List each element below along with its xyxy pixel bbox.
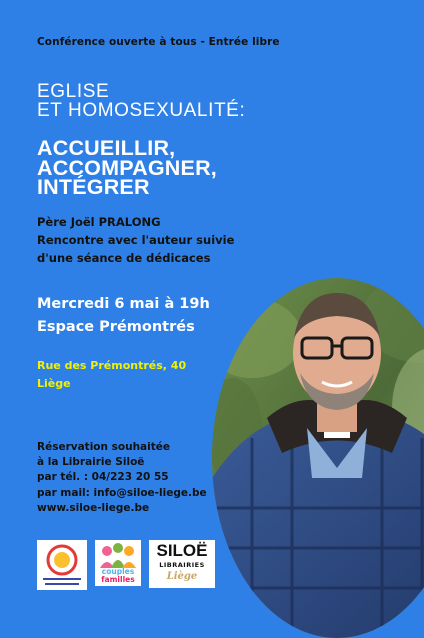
speaker-desc-2: d'une séance de dédicaces — [37, 251, 211, 265]
address-street: Rue des Prémontrés, 40 — [37, 359, 187, 372]
family-icon — [95, 542, 141, 570]
title-line-5: INTÉGRER — [37, 175, 150, 199]
reservation-block — [37, 440, 237, 516]
couples-label: couples — [101, 567, 135, 576]
reservation-web: www.siloe-liege.be — [37, 501, 150, 514]
top-line: Conférence ouverte à tous - Entrée libre — [37, 36, 280, 48]
siloe-logo — [149, 540, 215, 588]
title-main — [37, 82, 377, 120]
diocese-emblem-icon — [37, 540, 87, 590]
address-city: Liège — [37, 377, 71, 390]
title-sub — [37, 136, 377, 199]
siloe-name: SILOË — [156, 541, 208, 560]
reservation-line-1: Réservation souhaitée — [37, 441, 171, 453]
siloe-city: Liège — [166, 571, 198, 582]
reservation-mail: par mail: info@siloe-liege.be — [37, 486, 207, 499]
speaker-block — [37, 213, 367, 267]
title-line-1: EGLISE — [37, 81, 110, 102]
diocese-logo — [37, 540, 87, 590]
siloe-subtitle: LIBRAIRIES — [159, 561, 205, 569]
title-line-2: ET HOMOSEXUALITÉ: — [37, 100, 246, 121]
title-line-3: ACCUEILLIR, — [37, 136, 176, 160]
reservation-line-2: à la Librairie Siloë — [37, 456, 145, 469]
familles-label: familles — [101, 575, 135, 584]
speaker-name: Père Joël PRALONG — [37, 215, 161, 229]
event-date: Mercredi 6 mai à 19h — [37, 296, 210, 312]
couples-familles-logo — [95, 540, 141, 586]
event-block — [37, 293, 277, 339]
reservation-phone: par tél. : 04/223 20 55 — [37, 471, 169, 484]
title-line-4: ACCOMPAGNER, — [37, 155, 217, 180]
speaker-desc-1: Rencontre avec l'auteur suivie — [37, 233, 235, 247]
address-block — [37, 357, 217, 393]
event-place: Espace Prémontrés — [37, 319, 195, 335]
